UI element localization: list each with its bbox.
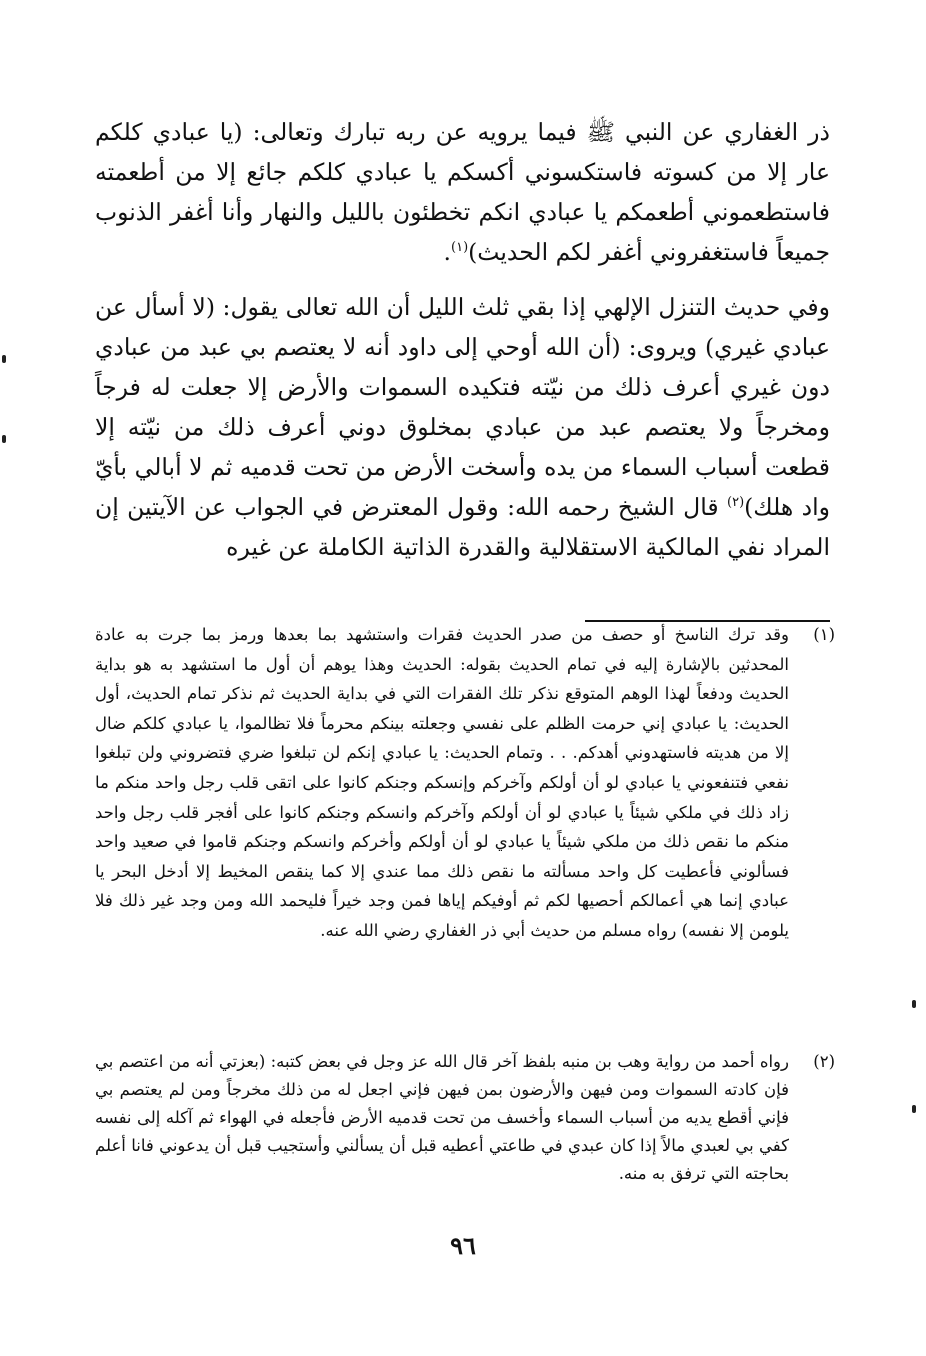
footnote-ref-1: (١) — [451, 240, 469, 256]
footnote-2-number: (٢) — [813, 1052, 835, 1071]
paragraph-1-end: . — [443, 238, 451, 266]
footnote-2-text: رواه أحمد من رواية وهب بن منبه بلفظ آخر قال الله عز وجل في بعض كتبه: (بعزتي أنه من اعتصم بي فإن كادته السموات ومن فيهن والأرضون بمن فيهن فإني اجعل له من ذلك مخرجاً ومن لم يعتصم بي فإني أقطع يديه من أسباب السماء وأخسف من تحت قدميه الأرض فأجعله في الهواء ثم آكله إلى نفسه كفي بي لعبدي مالاً إذا كان عبدي في طاعتي أعطيه قبل أن يسألني وأستجيب قبل أن يدعوني فانا أعلم بحاجته التي ترفق به منه. — [95, 1052, 789, 1183]
footnote-2 — [95, 1048, 835, 1188]
footnote-1-text: وقد ترك الناسخ أو حصف من صدر الحديث فقرات واستشهد بما بعدها ورمز بما جرت به عادة المحدثين بالإشارة إليه في تمام الحديث بقوله: الحديث وهذا يوهم أن أول ما استشهد به هو بداية الحديث ودفعاً لهذا الوهم المتوقع نذكر تلك الفقرات التي في بداية الحديث ثم نذكر تمام الحديث، أول الحديث: يا عبادي إني حرمت الظلم على نفسي وجعلته بينكم محرماً فلا تظالموا، يا عبادي كلكم ضال إلا من هديته فاستهدوني أهدكم. . . وتمام الحديث: يا عبادي إنكم لن تبلغوا ضري فتضروني ولن تبلغوا نفعي فتنفعوني يا عبادي لو أن أولكم وآخركم وإنسكم وجنكم كانوا على اتقى قلب رجل واحد منكم ما زاد ذلك في ملكي شيئاً يا عبادي لو أن أولكم وآخركم وانسكم وجنكم كانوا على أفجر قلب رجل واحد منكم ما نقص ذلك من ملكي شيئاً يا عبادي لو أن أولكم وأخركم وانسكم وجنكم قاموا في صعيد واحد فسألوني فأعطيت كل واحد مسألته ما نقص ذلك مما عندي إلا كما ينقص المخيط إلا أدخل البحر يا عبادي إنما هي أعمالكم أحصيها لكم ثم أوفيكم إياها فمن وجد خيراً فليحمد الله ومن وجد غير ذلك فلا يلومن إلا نفسه) رواه مسلم من حديث أبي ذر الغفاري رضي الله عنه. — [95, 625, 789, 940]
main-paragraph-1 — [95, 112, 830, 272]
footnote-ref-2: (٢) — [727, 495, 745, 511]
paragraph-2-text-a: وفي حديث التنزل الإلهي إذا بقي ثلث الليل أن الله تعالى يقول: (لا أسأل عن عبادي غيري) ويروى: (أن الله أوحي إلى داود أنه لا يعتصم بي عبد من عبادي دون غيري أعرف ذلك من نيّته فتكيده السموات والأرض إلا جعلت له فرجاً ومخرجاً ولا يعتصم عبد من عبادي بمخلوق دوني أعرف ذلك من نيّته إلا قطعت أسباب السماء من يده وأسخت الأرض من تحت قدميه ثم لا أبالي بأيّ واد هلك) — [95, 293, 830, 521]
main-paragraph-2 — [95, 287, 830, 567]
scan-speck — [2, 355, 6, 363]
paragraph-1-text: ذر الغفاري عن النبي ﷺ فيما يرويه عن ربه تبارك وتعالى: (يا عبادي كلكم عار إلا من كسوته فاستكسوني أكسكم يا عبادي كلكم جائع إلا من أطعمته فاستطعموني أطعمكم يا عبادي انكم تخطئون بالليل والنهار وأنا أغفر الذنوب جميعاً فاستغفروني أغفر لكم الحديث) — [95, 118, 830, 266]
footnote-1 — [95, 620, 835, 946]
paragraph-2-text-b: قال الشيخ رحمه الله: وقول المعترض في الجواب عن الآيتين إن المراد نفي المالكية الاستقلالية والقدرة الذاتية الكاملة عن غيره — [95, 493, 830, 561]
scan-speck — [2, 435, 6, 443]
scan-speck — [912, 1000, 916, 1008]
footnote-1-number: (١) — [813, 625, 835, 644]
scan-speck — [912, 1105, 916, 1113]
page-number: ٩٦ — [450, 1231, 476, 1260]
